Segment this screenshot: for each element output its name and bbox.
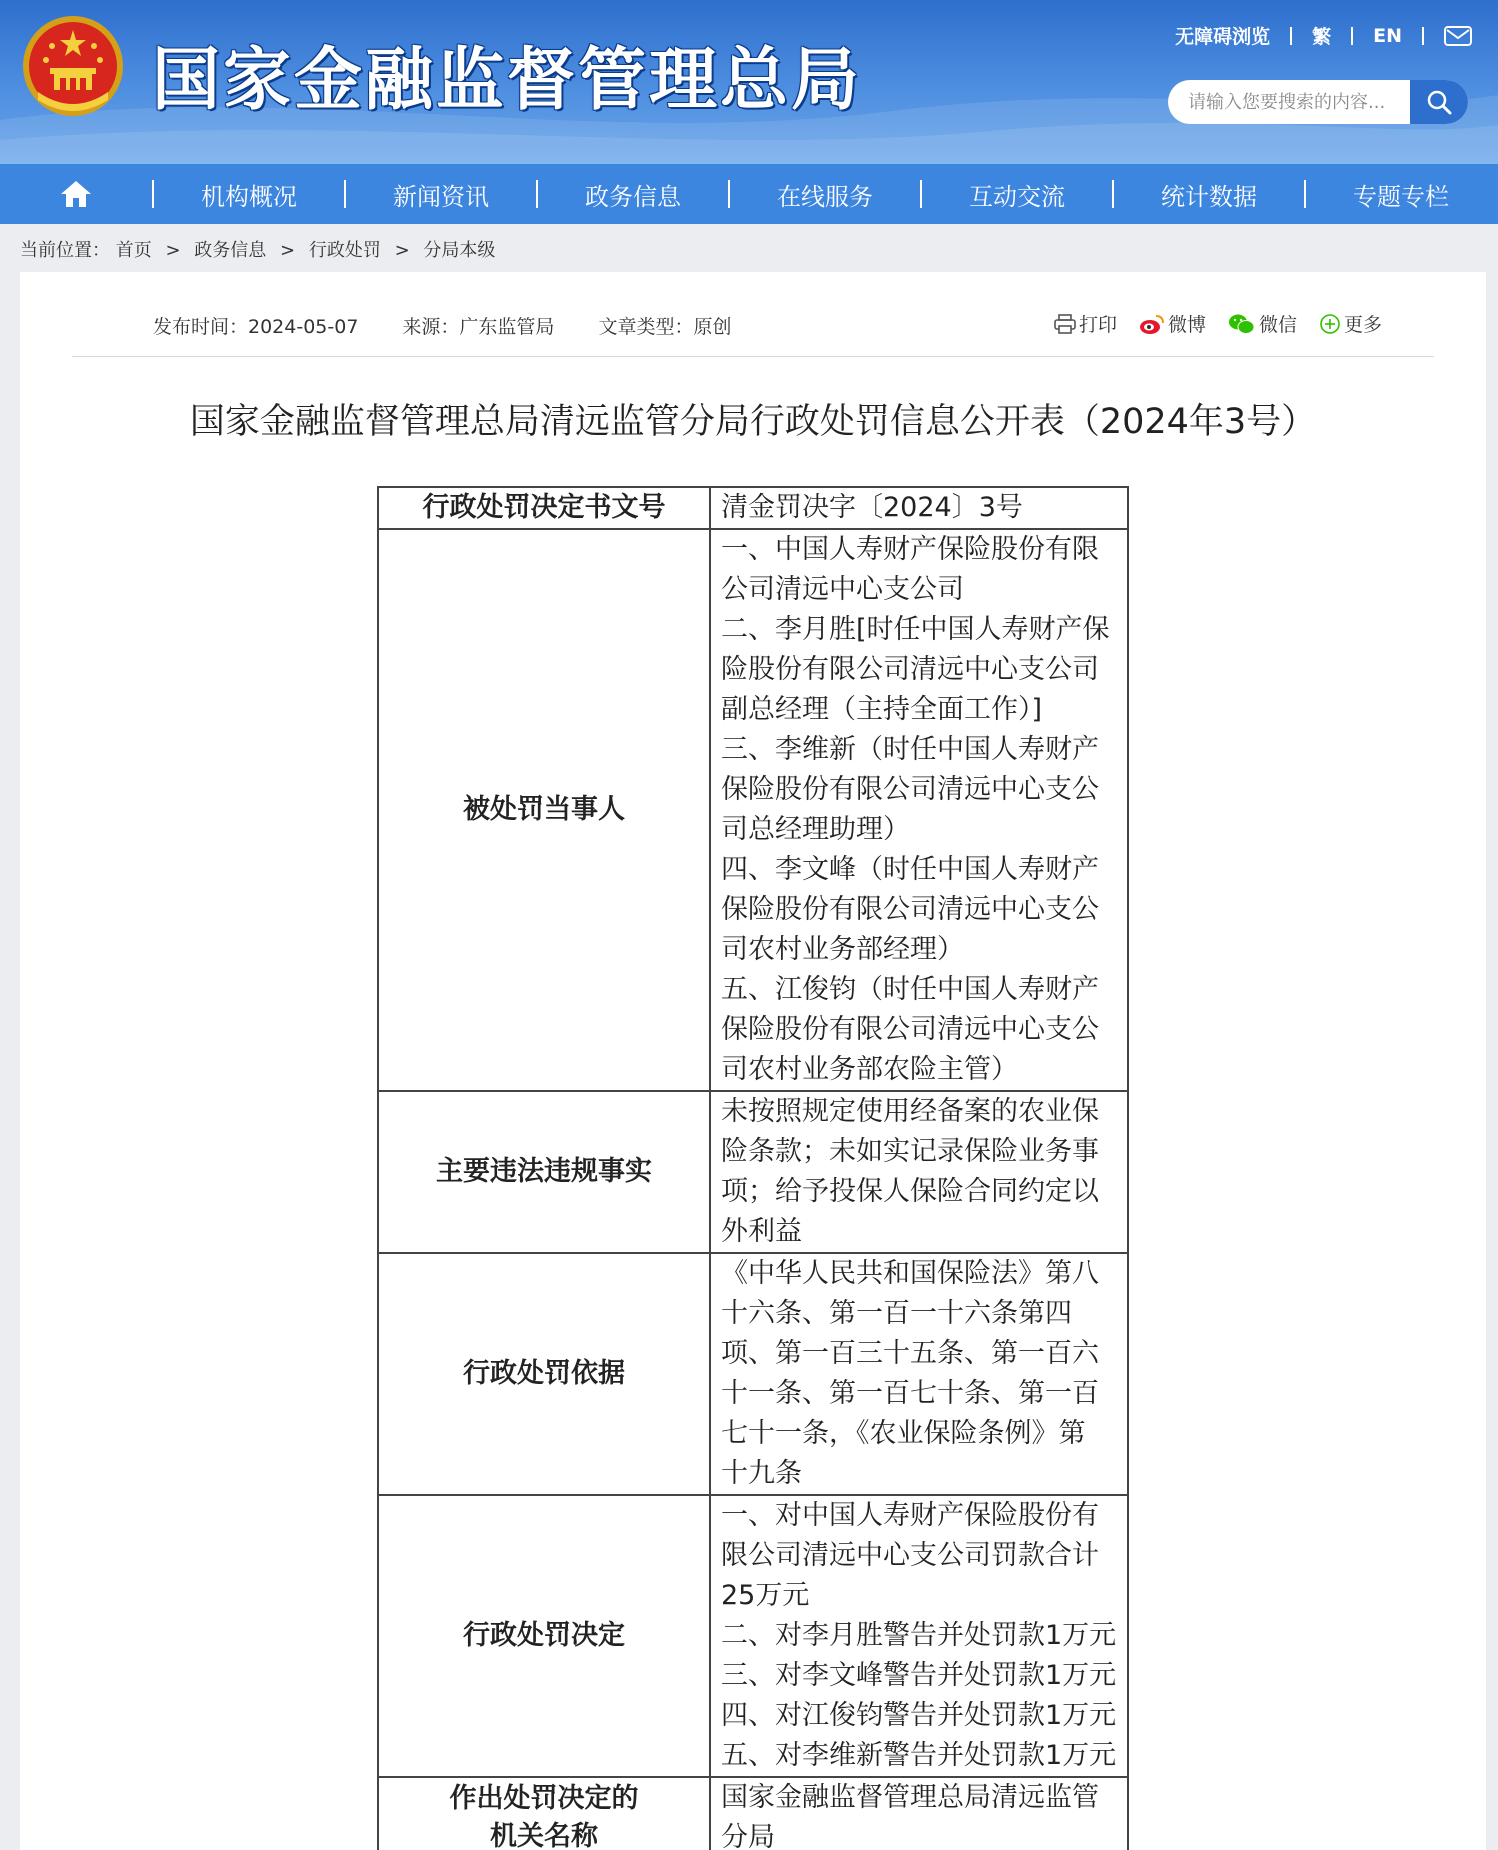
more-label: 更多 — [1344, 314, 1383, 336]
row-value-line: 险条款；未如实记录保险业务事 — [721, 1136, 1099, 1167]
accessibility-link[interactable]: 无障碍浏览 — [1175, 26, 1271, 48]
row-value-line: 十九条 — [721, 1458, 802, 1489]
breadcrumb-penalty[interactable]: 行政处罚 — [308, 240, 381, 261]
article-source: 来源：广东监管局 — [402, 316, 555, 338]
table-row — [378, 487, 1128, 529]
row-value-line: 二、李月胜[时任中国人寿财产保 — [721, 614, 1110, 645]
mail-icon[interactable] — [1444, 26, 1472, 46]
row-value-line: 司总经理助理） — [721, 814, 910, 845]
search-input[interactable] — [1168, 80, 1428, 124]
row-value-line: 公司清远中心支公司 — [721, 574, 964, 605]
row-value-line: 二、对李月胜警告并处罚款1万元 — [721, 1620, 1117, 1651]
row-label-line: 作出处罚决定的 — [449, 1783, 639, 1814]
row-value — [710, 1777, 1128, 1850]
row-value — [710, 529, 1128, 1091]
national-emblem-icon[interactable] — [20, 12, 126, 124]
row-value-line: 未按照规定使用经备案的农业保 — [721, 1096, 1099, 1127]
nav-item-news[interactable]: 新闻资讯 — [393, 182, 489, 211]
row-value — [710, 1495, 1128, 1777]
row-value-line: 外利益 — [721, 1216, 802, 1247]
row-value-line: 副总经理（主持全面工作）] — [721, 694, 1043, 725]
row-label — [378, 529, 710, 1091]
article-container — [20, 272, 1486, 1850]
row-value-line: 项；给予投保人保险合同约定以 — [721, 1176, 1099, 1207]
link-separator — [1290, 27, 1292, 45]
row-value-line: 一、中国人寿财产保险股份有限 — [721, 534, 1099, 565]
nav-item-interaction[interactable]: 互动交流 — [969, 182, 1065, 211]
article-meta — [153, 312, 775, 339]
breadcrumb-home[interactable]: 首页 — [115, 240, 152, 261]
row-label-line: 行政处罚决定 — [463, 1620, 625, 1651]
row-value-line: 十一条、第一百七十条、第一百 — [721, 1378, 1099, 1409]
nav-item-about[interactable]: 机构概况 — [201, 182, 297, 211]
breadcrumb-separator: > — [165, 240, 181, 261]
nav-item-special-topics[interactable]: 专题专栏 — [1353, 182, 1449, 211]
weibo-icon — [1139, 313, 1165, 335]
table-row — [378, 1777, 1128, 1850]
row-value-line: 五、江俊钧（时任中国人寿财产 — [721, 974, 1099, 1005]
wechat-icon — [1228, 313, 1256, 335]
row-label-line: 行政处罚依据 — [463, 1358, 625, 1389]
row-value-line: 限公司清远中心支公司罚款合计 — [721, 1540, 1099, 1571]
breadcrumb-separator: > — [280, 240, 296, 261]
weibo-share-button[interactable] — [1139, 310, 1206, 337]
traditional-chinese-link[interactable]: 繁 — [1312, 26, 1332, 48]
row-label-line: 机关名称 — [490, 1821, 598, 1850]
row-value-line: 四、李文峰（时任中国人寿财产 — [721, 854, 1099, 885]
english-link[interactable]: EN — [1373, 24, 1402, 47]
breadcrumb-prefix: 当前位置： — [20, 240, 110, 261]
row-label — [378, 487, 710, 529]
row-value-line: 五、对李维新警告并处罚款1万元 — [721, 1740, 1117, 1771]
table-row — [378, 529, 1128, 1091]
row-value-line: 25万元 — [721, 1580, 810, 1611]
row-value-line: 三、对李文峰警告并处罚款1万元 — [721, 1660, 1117, 1691]
plus-circle-icon — [1319, 313, 1341, 335]
row-label-line: 被处罚当事人 — [463, 794, 625, 825]
row-value-line: 险股份有限公司清远中心支公司 — [721, 654, 1099, 685]
meta-divider — [72, 356, 1434, 357]
row-value-line: 十六条、第一百一十六条第四 — [721, 1298, 1072, 1329]
row-value-line: 七十一条，《农业保险条例》第 — [721, 1418, 1086, 1449]
nav-item-statistics[interactable]: 统计数据 — [1161, 182, 1257, 211]
row-value-line: 司农村业务部经理） — [721, 934, 964, 965]
row-label — [378, 1777, 710, 1850]
row-label — [378, 1495, 710, 1777]
weibo-label: 微博 — [1168, 314, 1207, 336]
article-title: 国家金融监督管理总局清远监管分局行政处罚信息公开表（2024年3号） — [189, 402, 1317, 442]
row-value-line: 保险股份有限公司清远中心支公 — [721, 1014, 1099, 1045]
top-links — [1175, 22, 1472, 49]
table-row — [378, 1091, 1128, 1253]
wechat-label: 微信 — [1259, 314, 1298, 336]
row-value-line: 《中华人民共和国保险法》第八 — [721, 1258, 1099, 1289]
row-value-line: 司农村业务部农险主管） — [721, 1054, 1018, 1085]
row-value — [710, 1253, 1128, 1495]
breadcrumb-branch[interactable]: 分局本级 — [423, 240, 496, 261]
breadcrumb — [20, 236, 495, 262]
nav-item-government-info[interactable]: 政务信息 — [585, 182, 681, 211]
row-value-line: 国家金融监督管理总局清远监管 — [721, 1782, 1099, 1813]
print-button[interactable] — [1054, 310, 1117, 337]
home-icon — [59, 179, 93, 209]
breadcrumb-separator: > — [394, 240, 410, 261]
table-row — [378, 1253, 1128, 1495]
search-button[interactable] — [1410, 80, 1468, 124]
row-value-line: 清金罚决字〔2024〕3号 — [721, 492, 1023, 523]
row-label — [378, 1253, 710, 1495]
article-type: 文章类型：原创 — [598, 316, 732, 338]
nav-home[interactable] — [0, 164, 152, 224]
printer-icon — [1054, 314, 1076, 334]
row-value-line: 保险股份有限公司清远中心支公 — [721, 774, 1099, 805]
nav-item-online-service[interactable]: 在线服务 — [777, 182, 873, 211]
row-label-line: 行政处罚决定书文号 — [422, 492, 666, 523]
row-value — [710, 487, 1128, 529]
row-value-line: 保险股份有限公司清远中心支公 — [721, 894, 1099, 925]
row-label-line: 主要违法违规事实 — [436, 1156, 652, 1187]
row-value-line: 四、对江俊钧警告并处罚款1万元 — [721, 1700, 1117, 1731]
table-row — [378, 1495, 1128, 1777]
row-value-line: 项、第一百三十五条、第一百六 — [721, 1338, 1099, 1369]
site-title[interactable]: 国家金融监督管理总局 — [152, 41, 863, 120]
main-nav — [0, 164, 1498, 224]
wechat-share-button[interactable] — [1228, 310, 1297, 337]
breadcrumb-government-info[interactable]: 政务信息 — [194, 240, 267, 261]
row-value — [710, 1091, 1128, 1253]
print-label: 打印 — [1079, 314, 1118, 336]
link-separator — [1351, 27, 1353, 45]
row-value-line: 三、李维新（时任中国人寿财产 — [721, 734, 1099, 765]
link-separator — [1422, 27, 1424, 45]
more-share-button[interactable] — [1319, 310, 1382, 337]
penalty-info-table — [377, 486, 1129, 1850]
row-value-line: 一、对中国人寿财产保险股份有 — [721, 1500, 1099, 1531]
share-bar — [1054, 310, 1404, 337]
search-icon — [1426, 89, 1452, 115]
row-value-line: 分局 — [721, 1822, 775, 1850]
site-header — [0, 0, 1498, 164]
publish-time: 发布时间：2024-05-07 — [153, 316, 359, 338]
search-box — [1168, 80, 1468, 124]
row-label — [378, 1091, 710, 1253]
